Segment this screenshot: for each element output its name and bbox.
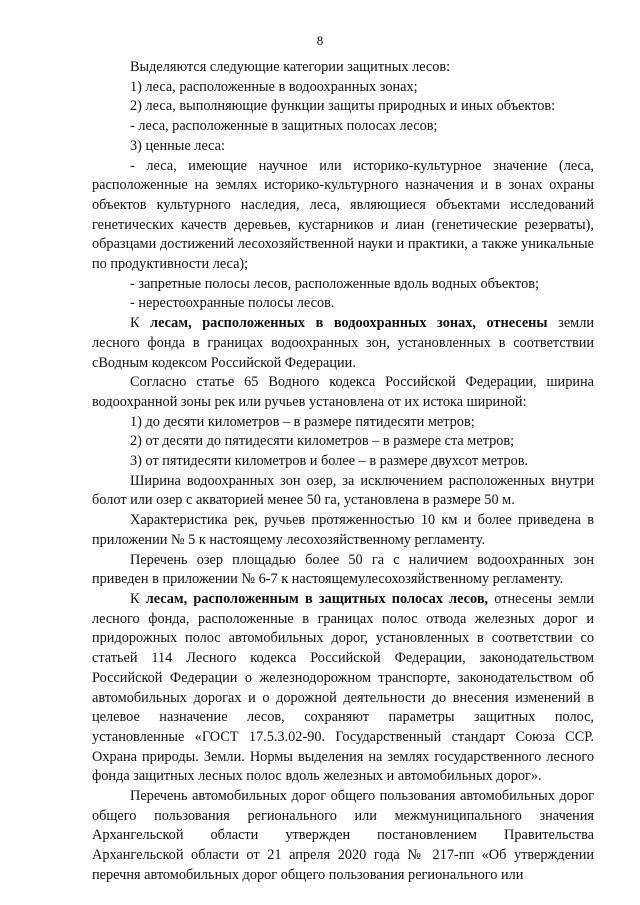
text-segment: 1) до десяти километров – в размере пятидесяти метров; bbox=[130, 413, 475, 430]
text-segment: - леса, расположенные в защитных полосах лесов; bbox=[130, 118, 438, 135]
text-segment: Перечень озер площадью более 50 га с наличием водоохранных зон приведен в приложении № 6-7 к настоящемулесохозяйственному регламенту. bbox=[92, 551, 594, 588]
paragraph bbox=[92, 294, 594, 314]
paragraph bbox=[92, 97, 594, 117]
paragraph bbox=[92, 432, 594, 452]
text-segment: Характеристика рек, ручьев протяженностью 10 км и более приведена в приложении № 5 к настоящему лесохозяйственному регламенту. bbox=[92, 512, 594, 548]
text-segment: земли лесного фонда в границах водоохранных зон, установленных в соответствии сВодным кодексом Российской Федерации. bbox=[92, 315, 594, 371]
text-segment: Выделяются следующие категории защитных лесов: bbox=[130, 59, 451, 75]
paragraph bbox=[92, 314, 594, 373]
bold-text-segment: лесам, расположенным в защитных полосах лесов, bbox=[145, 590, 489, 607]
text-segment: - леса, имеющие научное или историко-культурное значение (леса, расположенные на землях историко-культурного назначения и в зонах охраны объектов культурного наследия, леса, являющиеся объектами исследований генетических качеств деревьев, кустарников и лиан (генетические резерваты), образцами достижений лесохозяйственной науки и практики, а также уникальные по продуктивности леса); bbox=[92, 157, 594, 273]
document-body bbox=[92, 58, 594, 886]
paragraph bbox=[92, 78, 594, 98]
paragraph bbox=[92, 275, 594, 295]
text-segment: - запретные полосы лесов, расположенные вдоль водных объектов; bbox=[130, 275, 539, 292]
paragraph bbox=[92, 452, 594, 472]
paragraph bbox=[92, 787, 594, 886]
paragraph bbox=[92, 117, 594, 137]
paragraph bbox=[92, 373, 594, 412]
paragraph bbox=[92, 551, 594, 590]
text-segment: 3) от пятидесяти километров и более – в размере двухсот метров. bbox=[130, 453, 529, 470]
paragraph bbox=[92, 413, 594, 433]
text-segment: Перечень автомобильных дорог общего пользования автомобильных дорог общего пользования регионального или межмуниципального значения Архангельской области утвержден постановлением Правительства Архангельской области от 21 апреля 2020 года № 217-пп «Об утверждении перечня автомобильных дорог общего пользования регионального или bbox=[92, 788, 594, 883]
paragraph bbox=[92, 157, 594, 275]
paragraph bbox=[92, 58, 594, 78]
paragraph bbox=[92, 590, 594, 787]
text-segment: Согласно статье 65 Водного кодекса Российской Федерации, ширина водоохранной зоны рек или ручьев установлена от их истока шириной: bbox=[92, 374, 594, 410]
text-segment: К bbox=[130, 590, 146, 607]
text-segment: 2) леса, выполняющие функции защиты природных и иных объектов: bbox=[130, 98, 556, 115]
paragraph bbox=[92, 137, 594, 157]
text-segment: отнесены земли лесного фонда, расположенные в границах полос отвода железных дорог и придорожных полос автомобильных дорог, установленных в соответствии со статьей 114 Лесного кодекса Российской Федерации, законодательством Российской Федерации о железнодорожном транспорте, законодательством об автомобильных дорогах и о дорожной деятельности до внесения изменений в целевое назначение лесов, сохраняют параметры защитных полос, установленные «ГОСТ 17.5.3.02-90. Государственный стандарт Союза ССР. Охрана природы. Земли. Нормы выделения на землях государственного лесного фонда защитных лесных полос вдоль железных и автомобильных дорог». bbox=[92, 590, 594, 785]
text-segment: 2) от десяти до пятидесяти километров – в размере ста метров; bbox=[130, 433, 515, 450]
paragraph bbox=[92, 472, 594, 511]
text-segment: 3) ценные леса: bbox=[130, 137, 225, 154]
text-segment: К bbox=[130, 315, 151, 332]
text-segment: - нерестоохранные полосы лесов. bbox=[130, 295, 335, 312]
paragraph bbox=[92, 511, 594, 550]
text-segment: Ширина водоохранных зон озер, за исключением расположенных внутри болот или озер с акваторией менее 50 га, установлена в размере 50 м. bbox=[92, 472, 594, 509]
page-number: 8 bbox=[316, 33, 324, 48]
text-segment: 1) леса, расположенные в водоохранных зонах; bbox=[130, 78, 418, 95]
bold-text-segment: лесам, расположенных в водоохранных зонах, отнесены bbox=[150, 315, 548, 332]
